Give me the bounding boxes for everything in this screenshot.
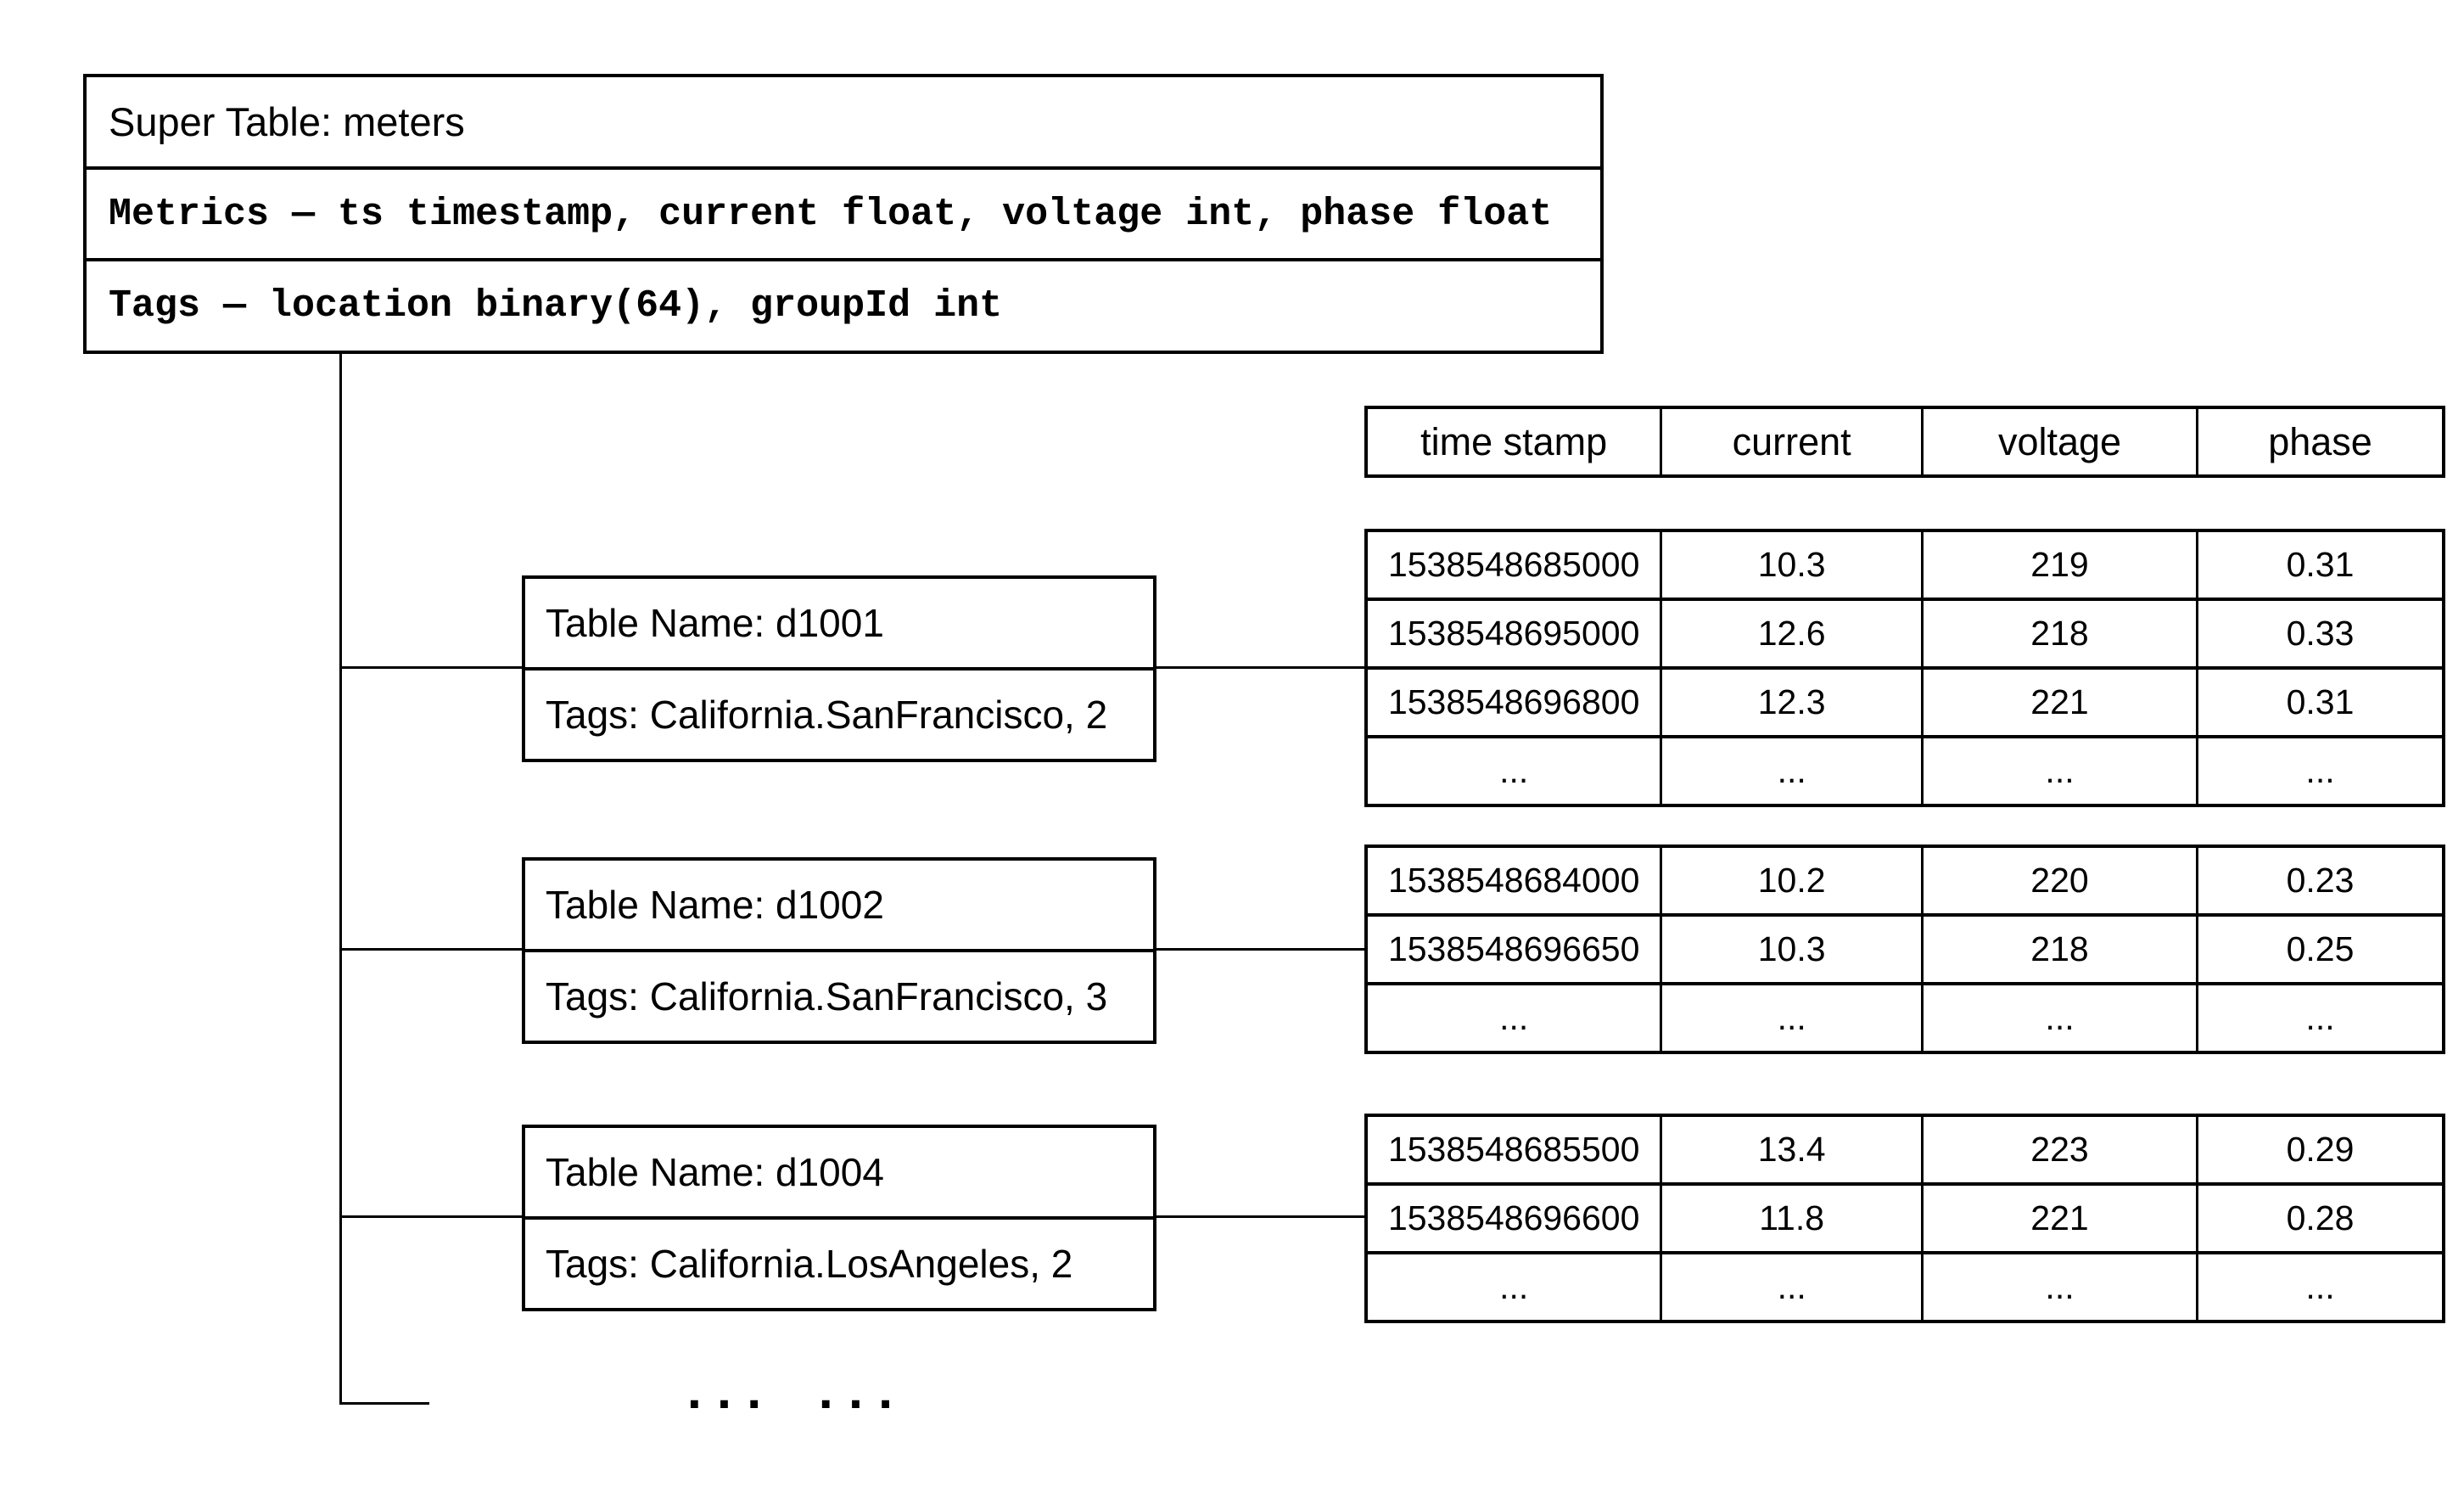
subtable-name: Table Name: d1001 — [546, 601, 884, 645]
connector-branch-d1001 — [339, 666, 524, 669]
table-row — [1368, 913, 2442, 982]
column-header-timestamp: time stamp — [1420, 419, 1608, 463]
cell-timestamp: 1538548696600 — [1387, 1198, 1640, 1237]
cell-timestamp: ... — [1499, 1267, 1529, 1306]
cell-current: 12.3 — [1660, 670, 1921, 735]
cell-timestamp: 1538548684000 — [1387, 861, 1640, 900]
column-header-current: current — [1660, 409, 1921, 474]
column-header-phase: phase — [2196, 409, 2442, 474]
column-header-voltage: voltage — [1921, 409, 2196, 474]
column-header-table — [1364, 406, 2445, 478]
connector-d1001-to-table — [1154, 666, 1366, 669]
cell-phase: 0.28 — [2196, 1186, 2442, 1251]
connector-branch-d1002 — [339, 948, 524, 951]
cell-phase: 0.31 — [2196, 532, 2442, 598]
cell-timestamp: 1538548696800 — [1387, 682, 1640, 721]
cell-timestamp: 1538548685000 — [1387, 545, 1640, 584]
table-row-ellipsis — [1368, 982, 2442, 1051]
cell-current: 10.2 — [1660, 848, 1921, 913]
cell-voltage: 220 — [1921, 848, 2196, 913]
connector-d1002-to-table — [1154, 948, 1366, 951]
subtable-tags: Tags: California.SanFrancisco, 2 — [525, 667, 1153, 759]
cell-current: 10.3 — [1660, 917, 1921, 982]
super-table-tags: Tags — location binary(64), groupId int — [87, 258, 1600, 351]
cell-phase: ... — [2196, 738, 2442, 804]
cell-phase: ... — [2196, 1254, 2442, 1320]
cell-voltage: 221 — [1921, 1186, 2196, 1251]
cell-current: 10.3 — [1660, 532, 1921, 598]
table-row — [1368, 598, 2442, 666]
cell-timestamp: 1538548695000 — [1387, 614, 1640, 653]
super-table-title: Super Table: meters — [109, 98, 465, 144]
cell-phase: ... — [2196, 985, 2442, 1051]
cell-voltage: 218 — [1921, 601, 2196, 666]
cell-phase: 0.25 — [2196, 917, 2442, 982]
connector-branch-d1004 — [339, 1215, 524, 1218]
cell-voltage: 218 — [1921, 917, 2196, 982]
cell-voltage: 221 — [1921, 670, 2196, 735]
cell-timestamp: 1538548696650 — [1387, 929, 1640, 968]
cell-current: ... — [1660, 738, 1921, 804]
subtable-tags: Tags: California.LosAngeles, 2 — [525, 1216, 1153, 1308]
subtable-box-d1001 — [522, 575, 1156, 762]
cell-phase: 0.23 — [2196, 848, 2442, 913]
data-table-d1004 — [1364, 1114, 2445, 1323]
subtable-box-d1002 — [522, 857, 1156, 1044]
data-table-d1002 — [1364, 845, 2445, 1054]
subtable-box-d1004 — [522, 1125, 1156, 1311]
cell-voltage: 219 — [1921, 532, 2196, 598]
super-table-metrics: Metrics — ts timestamp, current float, voltage int, phase float — [87, 166, 1600, 259]
cell-current: ... — [1660, 985, 1921, 1051]
cell-timestamp: 1538548685500 — [1387, 1130, 1640, 1169]
cell-phase: 0.33 — [2196, 601, 2442, 666]
table-row-ellipsis — [1368, 735, 2442, 804]
subtable-name: Table Name: d1004 — [546, 1150, 884, 1194]
connector-branch-more — [339, 1402, 429, 1405]
cell-voltage: ... — [1921, 985, 2196, 1051]
cell-current: ... — [1660, 1254, 1921, 1320]
cell-timestamp: ... — [1499, 998, 1529, 1037]
table-row-ellipsis — [1368, 1251, 2442, 1320]
data-table-d1001 — [1364, 529, 2445, 807]
table-row — [1368, 1182, 2442, 1251]
more-tables-ellipsis: ... ... — [686, 1361, 909, 1420]
header-row — [1368, 409, 2442, 474]
cell-phase: 0.29 — [2196, 1117, 2442, 1182]
cell-timestamp: ... — [1499, 751, 1529, 790]
cell-phase: 0.31 — [2196, 670, 2442, 735]
table-row — [1368, 848, 2442, 913]
super-table-box — [83, 74, 1604, 354]
table-row — [1368, 666, 2442, 735]
subtable-tags: Tags: California.SanFrancisco, 3 — [525, 949, 1153, 1041]
cell-voltage: ... — [1921, 738, 2196, 804]
cell-voltage: ... — [1921, 1254, 2196, 1320]
subtable-name: Table Name: d1002 — [546, 883, 884, 927]
cell-voltage: 223 — [1921, 1117, 2196, 1182]
connector-trunk-line — [339, 352, 342, 1405]
cell-current: 11.8 — [1660, 1186, 1921, 1251]
cell-current: 12.6 — [1660, 601, 1921, 666]
table-row — [1368, 1117, 2442, 1182]
cell-current: 13.4 — [1660, 1117, 1921, 1182]
table-row — [1368, 532, 2442, 598]
connector-d1004-to-table — [1154, 1215, 1366, 1218]
